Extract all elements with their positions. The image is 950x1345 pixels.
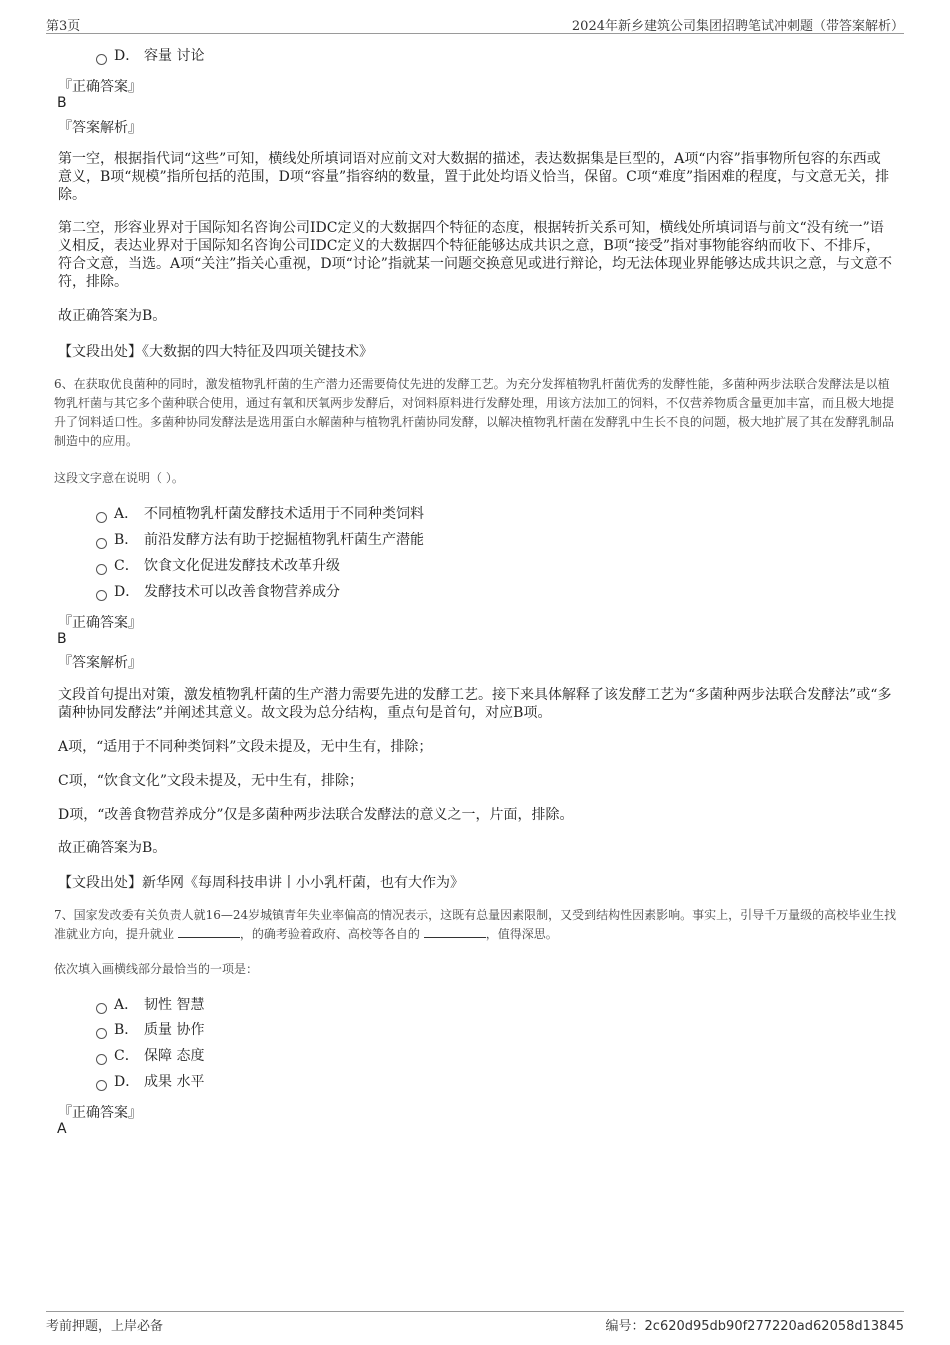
q7-answer-tag: 『正确答案』 [58,1105,142,1121]
radio-icon[interactable] [96,1080,107,1091]
q6-conclusion: 故正确答案为B。 [58,840,167,856]
q6-option-d[interactable]: D． 发酵技术可以改善食物营养成分 [96,582,340,602]
radio-icon[interactable] [96,538,107,549]
q5-option-d[interactable]: D． 容量 讨论 [96,46,204,66]
q6-analysis-tag: 『答案解析』 [58,655,142,671]
q6-option-b[interactable]: B． 前沿发酵方法有助于挖掘植物乳杆菌生产潜能 [96,530,424,550]
q6-analysis-a: A项，“适用于不同种类饲料”文段未提及，无中生有，排除； [58,739,433,755]
q5-source: 【文段出处】《大数据的四大特征及四项关键技术》 [58,344,373,360]
q6-answer-tag: 『正确答案』 [58,615,142,631]
radio-icon[interactable] [96,590,107,601]
radio-icon[interactable] [96,564,107,575]
q6-analysis-c: C项，“饮食文化”文段未提及，无中生有，排除； [58,773,364,789]
q7-prompt: 依次填入画横线部分最恰当的一项是： [54,962,259,976]
q6-prompt: 这段文字意在说明（ ）。 [54,471,184,485]
q6-analysis-p1: 文段首句提出对策，激发植物乳杆菌的生产潜力需要先进的发酵工艺。接下来具体解释了该发酵工艺为“多菌种两步法联合发酵法”或“多菌种协同发酵法”并阐述其意义。故文段为总分结构，重点句是首句，对应B项。 [58,687,892,721]
q5-answer: B [57,95,67,111]
footer-serial: 编号：2c620d95db90f277220ad62058d13845 [605,1319,904,1334]
page-footer [46,1311,904,1336]
q6-option-a[interactable]: A． 不同植物乳杆菌发酵技术适用于不同种类饲料 [96,504,424,524]
fill-blank-2 [424,925,486,938]
q5-conclusion: 故正确答案为B。 [58,308,167,324]
q6-stem: 6、在获取优良菌种的同时，激发植物乳杆菌的生产潜力还需要倚仗先进的发酵工艺。为充分发挥植物乳杆菌优秀的发酵性能，多菌种两步法联合发酵法是以植物乳杆菌与其它多个菌种联合使用，通过有氧和厌氧两步发酵后，对饲料原料进行发酵处理，用该方法加工的饲料，不仅营养物质含量更加丰富，而且极大地提升了饲料适口性。多菌种协同发酵法是选用蛋白水解菌种与植物乳杆菌协同发酵，以解决植物乳杆菌在发酵乳中生长不良的问题，极大地扩展了其在发酵乳制品制造中的应用。 [54,377,895,448]
q5-analysis-p2: 第二空，形容业界对于国际知名咨询公司IDC定义的大数据四个特征的态度，根据转折关系可知，横线处所填词语与前文“没有统一”语义相反，表达业界对于国际知名咨询公司IDC定义的大数据四个特征能够达成共识之意，B项“接受”指对事物能容纳而收下、不排斥，符合文意，当选。A项“关注”指关心重视，D项“讨论”指就某一问题交换意见或进行辩论，均无法体现业界能够达成共识之意，与文意不符，排除。 [58,220,892,290]
q7-option-d[interactable]: D． 成果 水平 [96,1072,204,1092]
radio-icon[interactable] [96,1028,107,1039]
page-number: 第3页 [46,19,81,34]
fill-blank-1 [178,925,240,938]
q7-option-b[interactable]: B． 质量 协作 [96,1020,204,1040]
q6-answer: B [57,631,67,647]
q7-option-a[interactable]: A． 韧性 智慧 [96,995,204,1015]
q7-option-c[interactable]: C． 保障 态度 [96,1046,204,1066]
q5-analysis-p1: 第一空，根据指代词“这些”可知，横线处所填词语对应前文对大数据的描述，表达数据集是巨型的，A项“内容”指事物所包容的东西或意义，B项“规模”指所包括的范围，D项“容量”指容纳的数量，置于此处均语义恰当，保留。C项“难度”指困难的程度，与文意无关，排除。 [58,151,890,203]
radio-icon[interactable] [96,1003,107,1014]
document-title: 2024年新乡建筑公司集团招聘笔试冲刺题（带答案解析） [571,19,904,34]
radio-icon[interactable] [96,1054,107,1065]
q5-answer-tag: 『正确答案』 [58,79,142,95]
footer-slogan: 考前押题，上岸必备 [46,1319,164,1334]
q6-option-c[interactable]: C． 饮食文化促进发酵技术改革升级 [96,556,340,576]
q7-answer: A [57,1121,67,1137]
q6-analysis-d: D项，“改善食物营养成分”仅是多菌种两步法联合发酵法的意义之一，片面，排除。 [58,807,574,823]
q6-source: 【文段出处】新华网《每周科技串讲丨小小乳杆菌，也有大作为》 [58,875,464,891]
radio-icon[interactable] [96,54,107,65]
q5-analysis-tag: 『答案解析』 [58,120,142,136]
page-header [46,13,904,34]
radio-icon[interactable] [96,512,107,523]
q7-stem: 7、国家发改委有关负责人就16—24岁城镇青年失业率偏高的情况表示，这既有总量因素限制，又受到结构性因素影响。事实上，引导千万量级的高校毕业生找准就业方向，提升就业 ，的确考验着政府、高校等各自的 ，值得深思。 [54,908,897,941]
